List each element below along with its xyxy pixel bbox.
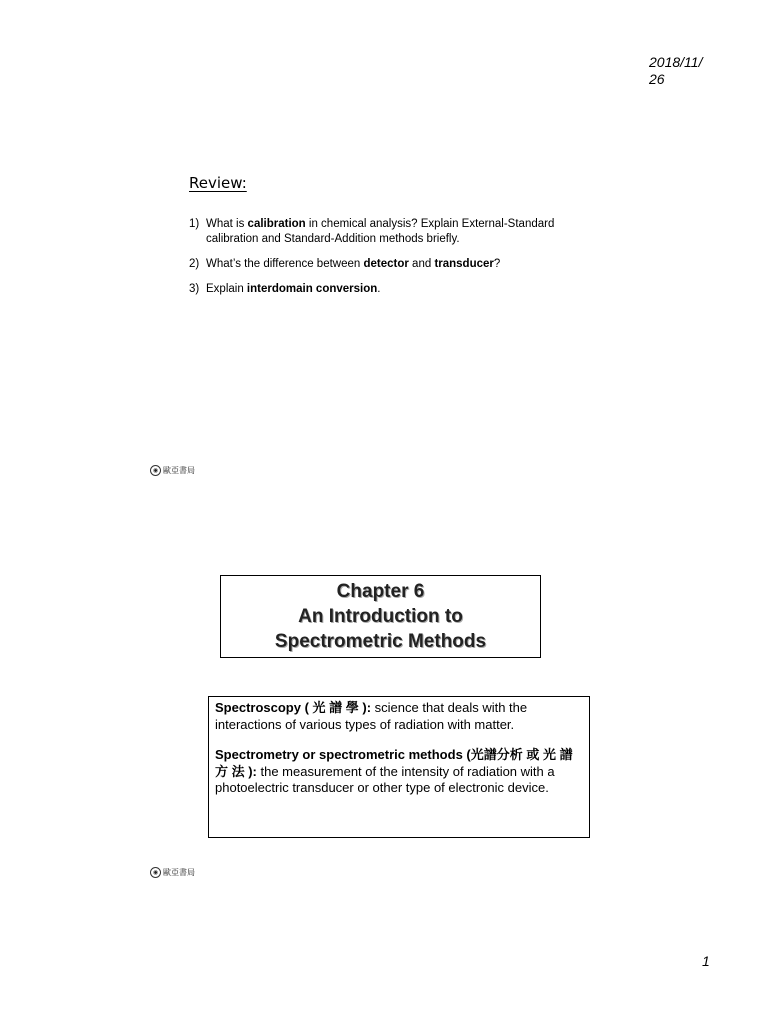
review-question-1 <box>189 217 569 247</box>
spectroscopy-definition <box>215 700 583 733</box>
question-text-part: Explain <box>206 283 247 295</box>
spectrometry-text: the measurement of the intensity of radiation with a photoelectric transducer or other type of electronic device. <box>215 763 555 795</box>
question-number: 3) <box>189 283 200 295</box>
question-number: 1) <box>189 218 200 230</box>
slide-date: 2018/11/26 <box>649 54 703 87</box>
chapter-title-box <box>220 575 541 658</box>
publisher-mark-icon: ◉ <box>150 867 161 878</box>
page-number: 1 <box>702 953 710 969</box>
definitions-box <box>208 696 590 838</box>
publisher-name: 歐亞書局 <box>163 868 195 877</box>
question-text-part: What is <box>206 218 248 230</box>
question-keyword: calibration <box>247 218 306 230</box>
publisher-logo <box>150 465 195 476</box>
review-question-2 <box>189 257 569 272</box>
question-text-part: What’s the difference between <box>206 258 364 270</box>
question-text <box>206 217 569 247</box>
spectroscopy-text: science that deals with the interactions of various types of radiation with matter. <box>215 700 528 732</box>
question-keyword: detector <box>363 258 409 270</box>
question-text-part: in chemical analysis? Explain External-Standard calibration and Standard-Addition methods briefly. <box>206 218 555 245</box>
spectroscopy-term: Spectroscopy ( 光 譜 學 ): <box>215 700 372 715</box>
review-question-list <box>189 217 569 307</box>
question-keyword: interdomain conversion <box>246 283 378 295</box>
publisher-logo <box>150 867 195 878</box>
question-number: 2) <box>189 258 200 270</box>
question-text-part: ? <box>493 258 501 270</box>
question-text <box>206 257 569 272</box>
publisher-mark-icon: ◉ <box>150 465 161 476</box>
chapter-number: Chapter 6 <box>336 581 425 602</box>
publisher-name: 歐亞書局 <box>163 466 195 475</box>
question-keyword: transducer <box>434 258 494 270</box>
chapter-title-line-2: Spectrometric Methods <box>274 631 487 652</box>
review-question-3 <box>189 282 569 297</box>
question-text-part: and <box>408 258 435 270</box>
review-heading: Review: <box>189 174 247 192</box>
spectrometry-definition <box>215 747 583 797</box>
chapter-title-line-1: An Introduction to <box>298 606 463 627</box>
question-text-part: . <box>377 283 381 295</box>
spectrometry-term: Spectrometry or spectrometric methods (光譜分析 或 光 譜 方 法 ): <box>215 747 573 779</box>
question-text <box>206 282 569 297</box>
